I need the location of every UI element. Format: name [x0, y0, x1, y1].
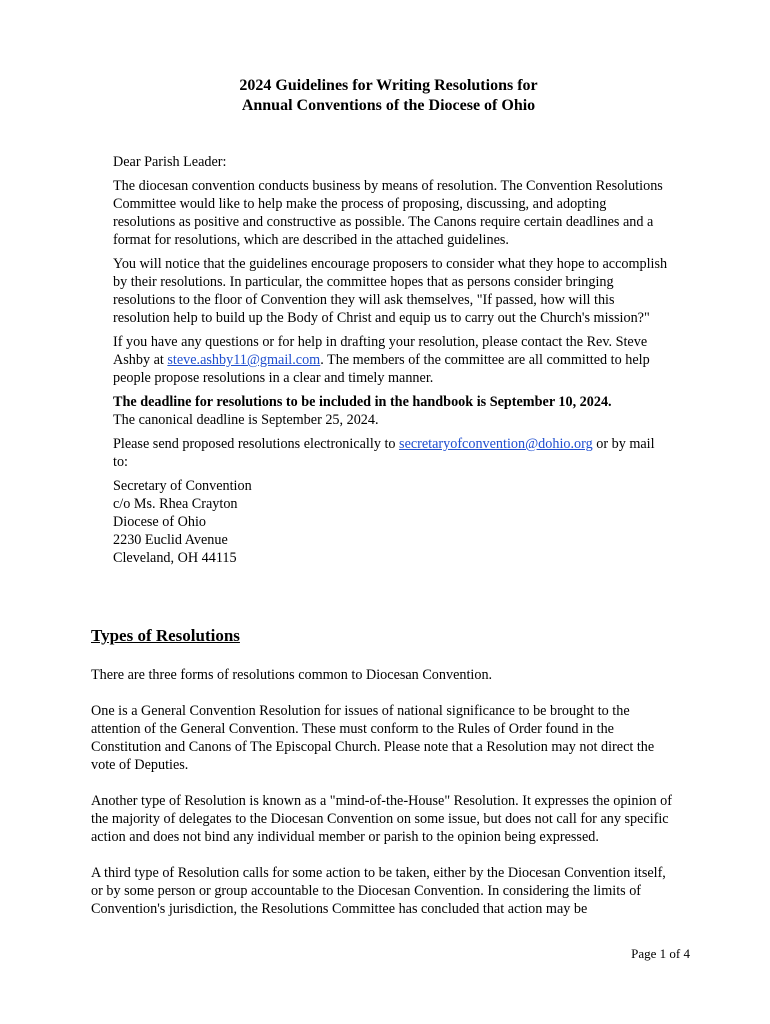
mailing-address [113, 477, 668, 567]
letter-paragraph-3 [113, 333, 668, 387]
letter-paragraph-2: You will notice that the guidelines encourage proposers to consider what they hope to accomplish by their resolutions. In particular, the committee hopes that as persons consider bringing resolutions to the floor of Convention they will ask themselves, "If passed, how will this resolution help to build up the Body of Christ and equip us to carry out the Church's mission?" [113, 256, 668, 326]
address-line: Diocese of Ohio [113, 514, 206, 530]
address-line: Cleveland, OH 44115 [113, 550, 237, 566]
letter-body [113, 153, 668, 567]
document-title [0, 76, 770, 116]
letter-paragraph-1: The diocesan convention conducts business by means of resolution. The Convention Resolutions Committee would like to help make the process of proposing, discussing, and adopting resolutions as positive and constructive as possible. The Canons require certain deadlines and a format for resolutions, which are described in the attached guidelines. [113, 178, 663, 248]
title-line-2: Annual Conventions of the Diocese of Ohio [241, 97, 536, 114]
section-heading: Types of Resolutions [91, 626, 240, 645]
secretary-email-link[interactable]: secretaryofconvention@dohio.org [399, 436, 593, 452]
section-paragraph: One is a General Convention Resolution for issues of national significance to be brought to the attention of the General Convention. These must conform to the Rules of Order found in the Constitution and Canons of The Episcopal Church. Please note that a Resolution may not direct the vote of Deputies. [91, 703, 655, 773]
section-paragraph: There are three forms of resolutions common to Diocesan Convention. [91, 667, 493, 683]
section-body [91, 666, 676, 936]
contact-email-link[interactable]: steve.ashby11@gmail.com [167, 352, 321, 368]
title-line-1: 2024 Guidelines for Writing Resolutions for [239, 77, 538, 94]
contact-text-before: If you have any questions or for help in drafting your resolution, please contact the Rev. Steve Ashby at [113, 334, 648, 368]
section-paragraph: Another type of Resolution is known as a "mind-of-the-House" Resolution. It expresses the opinion of the majority of delegates to the Diocesan Convention on some issue, but does not call for any specific action and does not bind any individual member or parish to the opinion being expressed. [91, 793, 672, 845]
address-line: c/o Ms. Rhea Crayton [113, 496, 238, 512]
section-paragraph: A third type of Resolution calls for some action to be taken, either by the Diocesan Convention itself, or by some person or group accountable to the Diocesan Convention. In considering the limits of Convention's jurisdiction, the Resolutions Committee has concluded that action may be [91, 865, 666, 917]
page-number: Page 1 of 4 [631, 946, 690, 961]
deadline-handbook: The deadline for resolutions to be included in the handbook is September 10, 2024. [113, 394, 612, 410]
deadline-canonical: The canonical deadline is September 25, 2024. [113, 412, 379, 428]
contact-text-after: . The members of the committee are all committed to help people propose resolutions in a clear and timely manner. [113, 352, 650, 386]
address-line: Secretary of Convention [113, 478, 252, 494]
submit-text-after: or by mail to: [113, 436, 655, 470]
address-line: 2230 Euclid Avenue [113, 532, 228, 548]
letter-paragraph-5 [113, 435, 668, 471]
greeting: Dear Parish Leader: [113, 154, 227, 170]
submit-text-before: Please send proposed resolutions electronically to [113, 436, 400, 452]
deadline-paragraph [113, 393, 668, 429]
